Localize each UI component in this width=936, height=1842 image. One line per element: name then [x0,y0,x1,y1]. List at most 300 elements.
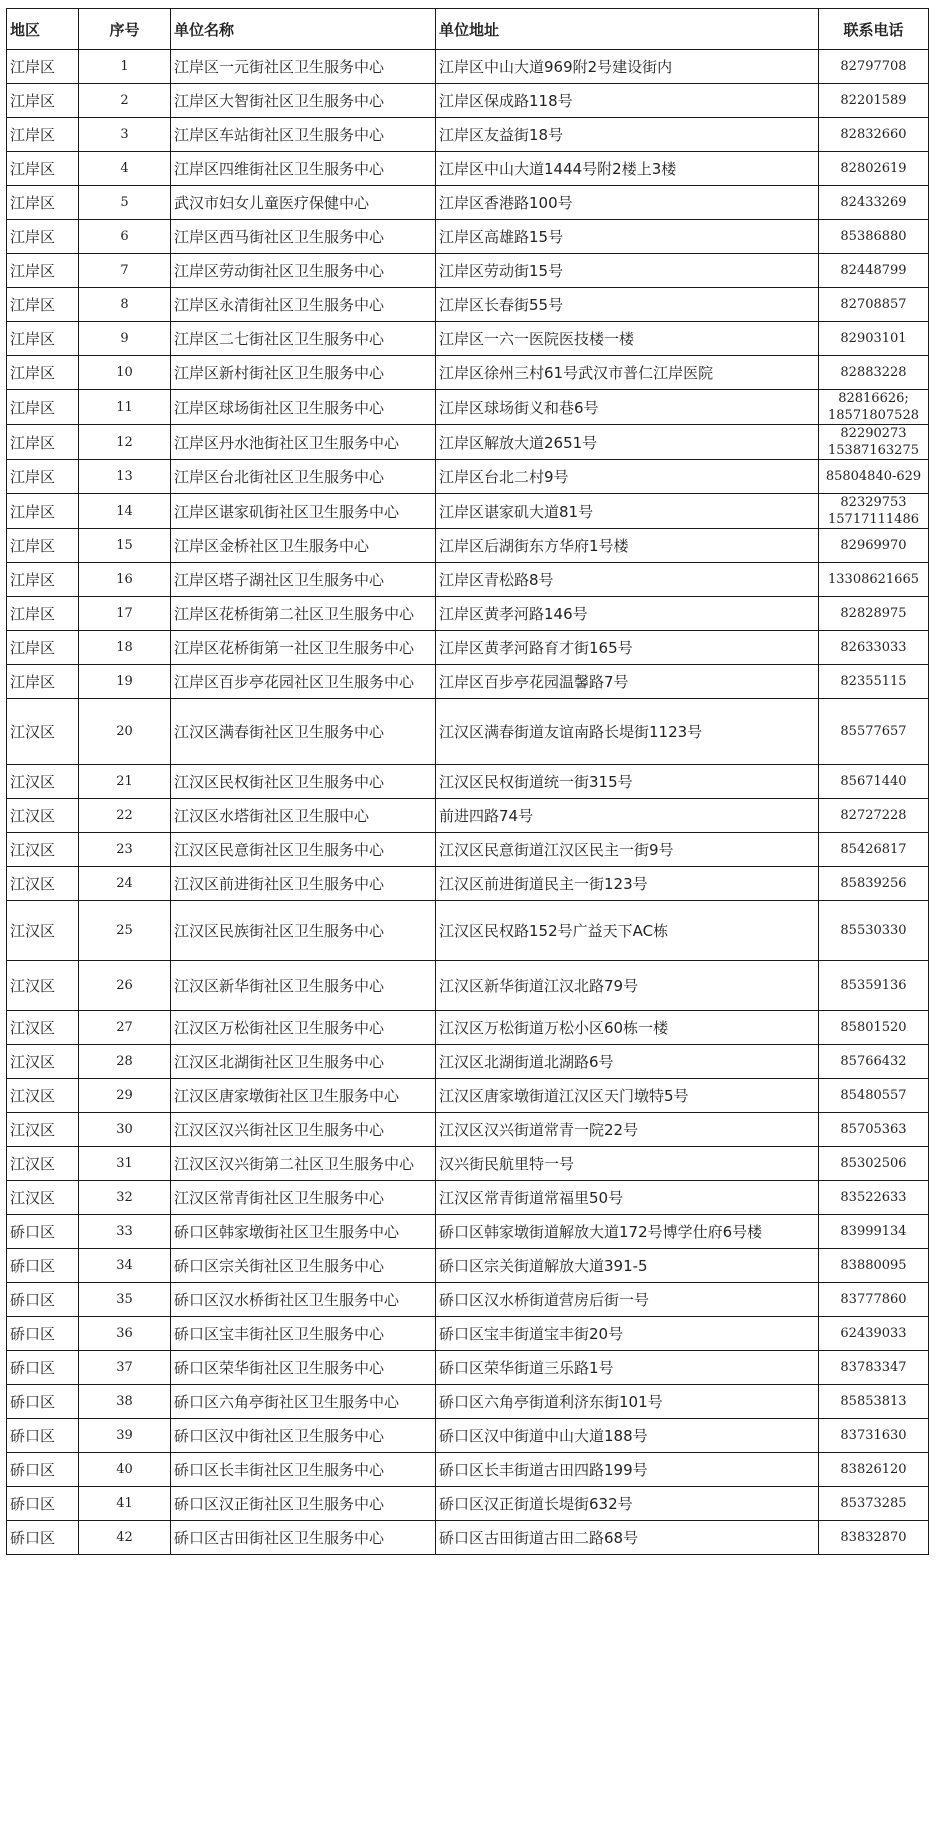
cell-address: 江岸区徐州三村61号武汉市普仁江岸医院 [436,356,819,390]
cell-address: 江岸区后湖街东方华府1号楼 [436,529,819,563]
cell-phone [819,220,929,254]
header-name: 单位名称 [171,9,436,50]
cell-name: 江岸区车站街社区卫生服务中心 [171,118,436,152]
cell-address: 江岸区青松路8号 [436,563,819,597]
cell-phone [819,901,929,961]
table-row [7,152,929,186]
cell-name: 硚口区长丰街社区卫生服务中心 [171,1453,436,1487]
phone-number: 82832660 [840,127,907,142]
cell-address: 江岸区谌家矶大道81号 [436,494,819,529]
cell-region: 硚口区 [7,1419,79,1453]
cell-region: 江汉区 [7,1181,79,1215]
cell-seq: 41 [79,1487,171,1521]
cell-region: 硚口区 [7,1283,79,1317]
cell-region: 江岸区 [7,152,79,186]
cell-name: 江岸区丹水池街社区卫生服务中心 [171,425,436,460]
cell-name: 硚口区宝丰街社区卫生服务中心 [171,1317,436,1351]
phone-number: 82727228 [840,808,907,823]
cell-phone [819,1317,929,1351]
cell-address: 江汉区前进街道民主一街123号 [436,867,819,901]
cell-address: 硚口区汉中街道中山大道188号 [436,1419,819,1453]
phone-number: 85426817 [840,842,907,857]
cell-phone [819,1453,929,1487]
cell-name: 硚口区宗关街社区卫生服务中心 [171,1249,436,1283]
cell-phone [819,1521,929,1555]
phone-number: 83783347 [840,1360,907,1375]
table-row [7,1147,929,1181]
cell-address: 硚口区韩家墩街道解放大道172号博学仕府6号楼 [436,1215,819,1249]
table-row [7,1045,929,1079]
cell-seq: 8 [79,288,171,322]
phone-number: 85530330 [840,923,907,938]
cell-phone [819,597,929,631]
cell-name: 江岸区大智街社区卫生服务中心 [171,84,436,118]
phone-number: 82355115 [840,674,907,689]
cell-region: 江岸区 [7,597,79,631]
cell-region: 江岸区 [7,529,79,563]
cell-address: 硚口区荣华街道三乐路1号 [436,1351,819,1385]
cell-region: 硚口区 [7,1317,79,1351]
phone-number: 82883228 [840,365,907,380]
cell-name: 江汉区民权街社区卫生服务中心 [171,765,436,799]
phone-number: 85373285 [840,1496,907,1511]
cell-region: 硚口区 [7,1487,79,1521]
cell-seq: 35 [79,1283,171,1317]
cell-name: 江汉区新华街社区卫生服务中心 [171,961,436,1011]
cell-seq: 12 [79,425,171,460]
cell-seq: 18 [79,631,171,665]
cell-address: 江岸区高雄路15号 [436,220,819,254]
cell-name: 江汉区民意街社区卫生服务中心 [171,833,436,867]
cell-seq: 6 [79,220,171,254]
cell-region: 江汉区 [7,1147,79,1181]
cell-seq: 31 [79,1147,171,1181]
table-row [7,118,929,152]
phone-number: 13308621665 [828,572,919,587]
cell-name: 江岸区塔子湖社区卫生服务中心 [171,563,436,597]
table-row [7,529,929,563]
cell-address: 汉兴街民航里特一号 [436,1147,819,1181]
cell-address: 前进四路74号 [436,799,819,833]
cell-phone [819,1419,929,1453]
cell-seq: 25 [79,901,171,961]
cell-address: 江岸区台北二村9号 [436,460,819,494]
cell-name: 江汉区前进街社区卫生服务中心 [171,867,436,901]
cell-region: 江岸区 [7,665,79,699]
phone-number: 85705363 [840,1122,907,1137]
cell-name: 江岸区花桥街第二社区卫生服务中心 [171,597,436,631]
table-row [7,220,929,254]
phone-number: 15717111486 [828,512,919,527]
table-row [7,1113,929,1147]
cell-region: 江汉区 [7,1045,79,1079]
table-row [7,563,929,597]
cell-phone [819,1147,929,1181]
cell-seq: 26 [79,961,171,1011]
table-row [7,1419,929,1453]
cell-phone [819,254,929,288]
cell-phone [819,152,929,186]
table-row [7,84,929,118]
phone-number: 82201589 [840,93,907,108]
phone-number: 85302506 [840,1156,907,1171]
cell-name: 江岸区新村街社区卫生服务中心 [171,356,436,390]
cell-address: 硚口区宗关街道解放大道391-5 [436,1249,819,1283]
cell-seq: 20 [79,699,171,765]
header-phone: 联系电话 [819,9,929,50]
cell-name: 硚口区汉正街社区卫生服务中心 [171,1487,436,1521]
cell-region: 江汉区 [7,1011,79,1045]
phone-number: 18571807528 [828,408,919,423]
cell-region: 江岸区 [7,186,79,220]
cell-phone [819,1079,929,1113]
phone-number: 85480557 [840,1088,907,1103]
cell-region: 江岸区 [7,254,79,288]
cell-name: 武汉市妇女儿童医疗保健中心 [171,186,436,220]
cell-region: 江汉区 [7,901,79,961]
table-row [7,1249,929,1283]
cell-address: 江汉区民权路152号广益天下AC栋 [436,901,819,961]
cell-seq: 39 [79,1419,171,1453]
table-row [7,1181,929,1215]
cell-region: 硚口区 [7,1453,79,1487]
cell-region: 江汉区 [7,799,79,833]
cell-name: 江岸区一元街社区卫生服务中心 [171,50,436,84]
cell-address: 江汉区满春街道友谊南路长堤街1123号 [436,699,819,765]
table-row [7,460,929,494]
cell-address: 江汉区唐家墩街道江汉区天门墩特5号 [436,1079,819,1113]
cell-seq: 3 [79,118,171,152]
cell-phone [819,867,929,901]
cell-phone [819,288,929,322]
table-row [7,1385,929,1419]
cell-phone [819,1045,929,1079]
cell-seq: 29 [79,1079,171,1113]
cell-region: 江岸区 [7,390,79,425]
cell-seq: 32 [79,1181,171,1215]
cell-name: 江岸区谌家矶街社区卫生服务中心 [171,494,436,529]
cell-seq: 15 [79,529,171,563]
cell-region: 江汉区 [7,961,79,1011]
table-row [7,50,929,84]
phone-number: 82802619 [840,161,907,176]
cell-name: 江汉区北湖街社区卫生服务中心 [171,1045,436,1079]
cell-seq: 28 [79,1045,171,1079]
cell-seq: 1 [79,50,171,84]
cell-region: 硚口区 [7,1385,79,1419]
cell-address: 硚口区汉水桥街道营房后街一号 [436,1283,819,1317]
phone-number: 82329753 [840,495,907,510]
phone-number: 83522633 [840,1190,907,1205]
cell-region: 江汉区 [7,833,79,867]
cell-seq: 34 [79,1249,171,1283]
cell-phone [819,961,929,1011]
table-row [7,1453,929,1487]
cell-seq: 23 [79,833,171,867]
cell-phone [819,186,929,220]
cell-region: 硚口区 [7,1215,79,1249]
cell-address: 江岸区香港路100号 [436,186,819,220]
cell-phone [819,1487,929,1521]
cell-seq: 24 [79,867,171,901]
table-row [7,425,929,460]
cell-phone [819,765,929,799]
table-row [7,631,929,665]
table-row [7,1079,929,1113]
phone-number: 82816626; [838,391,909,406]
cell-region: 江汉区 [7,699,79,765]
phone-number: 62439033 [840,1326,907,1341]
table-row [7,833,929,867]
cell-region: 江岸区 [7,220,79,254]
cell-phone [819,1113,929,1147]
cell-seq: 10 [79,356,171,390]
cell-region: 江岸区 [7,84,79,118]
cell-seq: 17 [79,597,171,631]
table-header-row [7,9,929,50]
cell-region: 江岸区 [7,322,79,356]
cell-region: 硚口区 [7,1249,79,1283]
cell-name: 江汉区唐家墩街社区卫生服务中心 [171,1079,436,1113]
table-row [7,1487,929,1521]
cell-address: 江汉区北湖街道北湖路6号 [436,1045,819,1079]
cell-phone [819,1215,929,1249]
cell-phone [819,1011,929,1045]
cell-phone [819,1351,929,1385]
cell-address: 江岸区黄孝河路育才街165号 [436,631,819,665]
phone-number: 85839256 [840,876,907,891]
cell-region: 江汉区 [7,1079,79,1113]
cell-address: 江岸区百步亭花园温馨路7号 [436,665,819,699]
table-row [7,765,929,799]
cell-seq: 13 [79,460,171,494]
cell-phone [819,322,929,356]
cell-phone [819,50,929,84]
cell-phone [819,84,929,118]
cell-seq: 38 [79,1385,171,1419]
cell-name: 江岸区西马街社区卫生服务中心 [171,220,436,254]
cell-phone [819,1283,929,1317]
header-region: 地区 [7,9,79,50]
cell-name: 江汉区汉兴街第二社区卫生服务中心 [171,1147,436,1181]
header-address: 单位地址 [436,9,819,50]
cell-phone [819,460,929,494]
cell-region: 江汉区 [7,867,79,901]
cell-address: 江汉区万松街道万松小区60栋一楼 [436,1011,819,1045]
cell-region: 江岸区 [7,356,79,390]
phone-number: 85853813 [840,1394,907,1409]
phone-number: 85801520 [840,1020,907,1035]
table-row [7,1215,929,1249]
table-body [7,50,929,1555]
cell-seq: 9 [79,322,171,356]
cell-address: 江岸区中山大道969附2号建设街内 [436,50,819,84]
phone-number: 83826120 [840,1462,907,1477]
table-row [7,288,929,322]
cell-phone [819,390,929,425]
phone-number: 83832870 [840,1530,907,1545]
cell-seq: 40 [79,1453,171,1487]
phone-number: 15387163275 [828,443,919,458]
table-row [7,867,929,901]
cell-name: 江岸区永清街社区卫生服务中心 [171,288,436,322]
cell-address: 硚口区长丰街道古田四路199号 [436,1453,819,1487]
cell-seq: 33 [79,1215,171,1249]
cell-seq: 7 [79,254,171,288]
header-seq: 序号 [79,9,171,50]
cell-phone [819,631,929,665]
cell-address: 江岸区友益街18号 [436,118,819,152]
cell-address: 硚口区古田街道古田二路68号 [436,1521,819,1555]
cell-name: 江岸区台北街社区卫生服务中心 [171,460,436,494]
cell-seq: 37 [79,1351,171,1385]
cell-address: 江汉区新华街道江汉北路79号 [436,961,819,1011]
cell-seq: 11 [79,390,171,425]
cell-seq: 30 [79,1113,171,1147]
cell-phone [819,425,929,460]
phone-number: 82448799 [840,263,907,278]
cell-address: 江岸区保成路118号 [436,84,819,118]
phone-number: 85671440 [840,774,907,789]
table-row [7,699,929,765]
cell-seq: 22 [79,799,171,833]
cell-region: 江汉区 [7,1113,79,1147]
phone-number: 82290273 [840,426,907,441]
cell-seq: 16 [79,563,171,597]
cell-region: 硚口区 [7,1351,79,1385]
cell-name: 硚口区韩家墩街社区卫生服务中心 [171,1215,436,1249]
table-row [7,1521,929,1555]
cell-phone [819,665,929,699]
health-center-table [6,8,929,1555]
cell-name: 江汉区万松街社区卫生服务中心 [171,1011,436,1045]
cell-seq: 36 [79,1317,171,1351]
cell-address: 江汉区民意街道江汉区民主一街9号 [436,833,819,867]
cell-name: 江岸区劳动街社区卫生服务中心 [171,254,436,288]
table-row [7,254,929,288]
table-row [7,665,929,699]
cell-address: 江岸区黄孝河路146号 [436,597,819,631]
cell-address: 江岸区解放大道2651号 [436,425,819,460]
table-row [7,1351,929,1385]
table-row [7,356,929,390]
phone-number: 83731630 [840,1428,907,1443]
phone-number: 83999134 [840,1224,907,1239]
phone-number: 82828975 [840,606,907,621]
phone-number: 85359136 [840,978,907,993]
cell-name: 硚口区汉水桥街社区卫生服务中心 [171,1283,436,1317]
cell-region: 江岸区 [7,288,79,322]
cell-address: 江岸区劳动街15号 [436,254,819,288]
cell-seq: 42 [79,1521,171,1555]
phone-number: 82633033 [840,640,907,655]
phone-number: 85577657 [840,724,907,739]
phone-number: 85804840-629 [825,469,922,484]
table-row [7,1283,929,1317]
cell-phone [819,799,929,833]
cell-phone [819,833,929,867]
cell-phone [819,118,929,152]
table-row [7,901,929,961]
cell-phone [819,494,929,529]
cell-name: 江岸区花桥街第一社区卫生服务中心 [171,631,436,665]
cell-region: 江岸区 [7,50,79,84]
phone-number: 82708857 [840,297,907,312]
cell-name: 硚口区六角亭街社区卫生服务中心 [171,1385,436,1419]
cell-name: 硚口区汉中街社区卫生服务中心 [171,1419,436,1453]
table-row [7,390,929,425]
phone-number: 82797708 [840,59,907,74]
table-row [7,186,929,220]
cell-region: 硚口区 [7,1521,79,1555]
cell-name: 江岸区百步亭花园社区卫生服务中心 [171,665,436,699]
cell-name: 江岸区球场街社区卫生服务中心 [171,390,436,425]
table-row [7,597,929,631]
cell-region: 江岸区 [7,631,79,665]
cell-name: 江汉区常青街社区卫生服务中心 [171,1181,436,1215]
cell-name: 江岸区金桥社区卫生服务中心 [171,529,436,563]
cell-phone [819,1181,929,1215]
cell-phone [819,1249,929,1283]
cell-address: 江岸区中山大道1444号附2楼上3楼 [436,152,819,186]
table-row [7,799,929,833]
cell-address: 硚口区宝丰街道宝丰街20号 [436,1317,819,1351]
cell-phone [819,529,929,563]
cell-address: 江岸区球场街义和巷6号 [436,390,819,425]
cell-seq: 14 [79,494,171,529]
cell-name: 江汉区民族街社区卫生服务中心 [171,901,436,961]
cell-seq: 19 [79,665,171,699]
cell-address: 江汉区民权街道统一街315号 [436,765,819,799]
cell-region: 江汉区 [7,765,79,799]
table-row [7,961,929,1011]
cell-address: 江岸区长春街55号 [436,288,819,322]
cell-region: 江岸区 [7,118,79,152]
table-row [7,322,929,356]
phone-number: 82433269 [840,195,907,210]
phone-number: 82903101 [840,331,907,346]
table-row [7,1317,929,1351]
phone-number: 83777860 [840,1292,907,1307]
cell-name: 江汉区水塔街社区卫生服中心 [171,799,436,833]
cell-address: 江汉区汉兴街道常青一院22号 [436,1113,819,1147]
cell-region: 江岸区 [7,425,79,460]
table-row [7,494,929,529]
cell-seq: 2 [79,84,171,118]
phone-number: 82969970 [840,538,907,553]
cell-name: 江汉区汉兴街社区卫生服务中心 [171,1113,436,1147]
cell-region: 江岸区 [7,563,79,597]
cell-address: 江汉区常青街道常福里50号 [436,1181,819,1215]
cell-seq: 5 [79,186,171,220]
cell-name: 硚口区荣华街社区卫生服务中心 [171,1351,436,1385]
cell-name: 硚口区古田街社区卫生服务中心 [171,1521,436,1555]
cell-seq: 21 [79,765,171,799]
cell-address: 硚口区汉正街道长堤街632号 [436,1487,819,1521]
cell-phone [819,1385,929,1419]
cell-seq: 4 [79,152,171,186]
cell-name: 江汉区满春街社区卫生服务中心 [171,699,436,765]
phone-number: 83880095 [840,1258,907,1273]
phone-number: 85386880 [840,229,907,244]
cell-name: 江岸区二七街社区卫生服务中心 [171,322,436,356]
cell-region: 江岸区 [7,460,79,494]
cell-seq: 27 [79,1011,171,1045]
cell-phone [819,563,929,597]
cell-address: 硚口区六角亭街道利济东街101号 [436,1385,819,1419]
cell-region: 江岸区 [7,494,79,529]
cell-address: 江岸区一六一医院医技楼一楼 [436,322,819,356]
